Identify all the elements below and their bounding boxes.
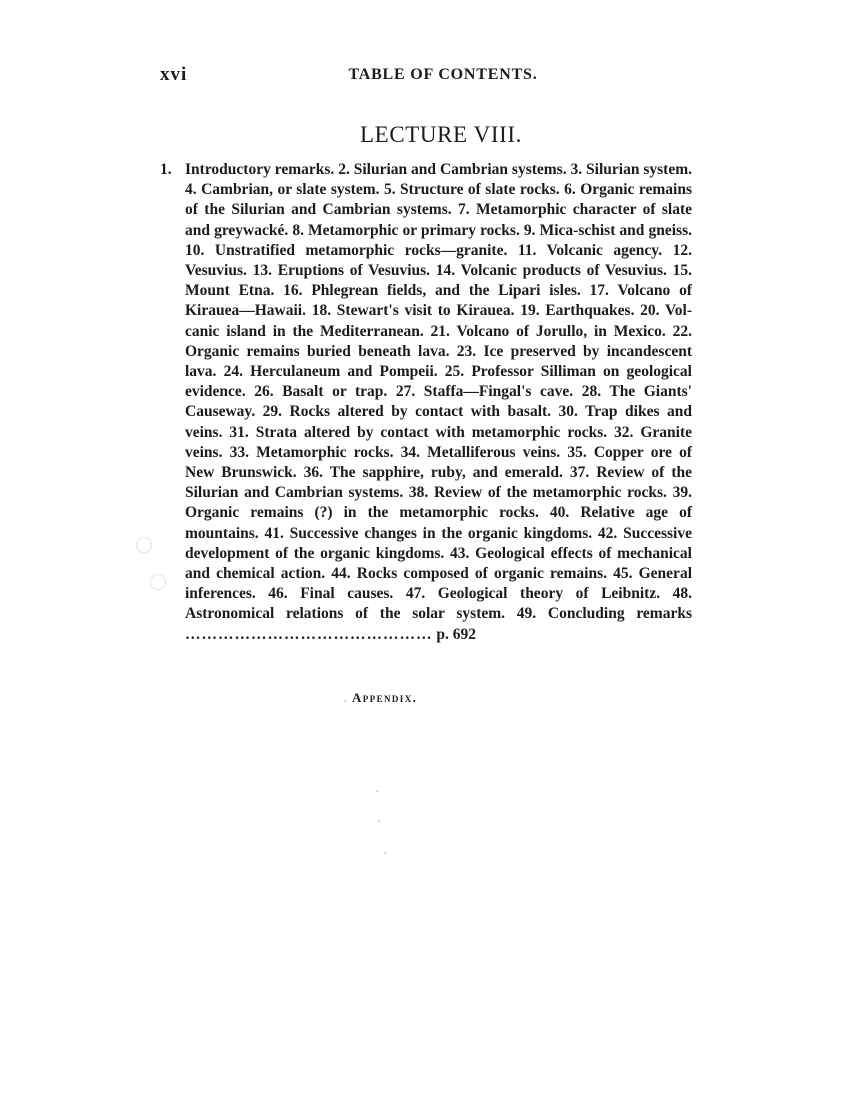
contents-text: Introductory remarks. 2. Silurian and Cambrian systems. 3. Silurian system. 4. Cambrian, or slate system. 5. Structure of slate rocks. 6. Organic remains of the Silurian and Cambrian systems. 7. Metamorphic character of slate and greywacké. 8. Metamorphic or primary rocks. 9. Mica-schist and gneiss. 10. Unstratified metamorphic rocks—granite. 11. Volcanic agency. 12. Vesuvius. 13. Eruptions of Vesuvius. 14. Volcanic products of Vesuvius. 15. Mount Etna. 16. Phlegrean fields, and the Lipari isles. 17. Volcano of Kirauea—Hawaii. 18. Stewart's visit to Kirauea. 19. Earthquakes. 20. Volcanic island in the Mediterranean. 21. Volcano of Jorullo, in Mexico. 22. Organic remains buried beneath lava. 23. Ice preserved by incandescent lava. 24. Herculaneum and Pompeii. 25. Professor Silliman on geological evidence. 26. Basalt or trap. 27. Staffa—Fingal's cave. 28. The Giants' Causeway. 29. Rocks altered by contact with basalt. 30. Trap dikes and veins. 31. Strata altered by contact with metamorphic rocks. 32. Granite veins. 33. Metamorphic rocks. 34. Metalliferous veins. 35. Copper ore of New Brunswick. 36. The sapphire, ruby, and emerald. 37. Review of the Silurian and Cambrian systems. 38. Review of the metamorphic rocks. 39. Organic remains (?) in the metamorphic rocks. 40. Relative age of mountains. 41. Successive changes in the organic kingdoms. 42. Successive development of the organic kingdoms. 43. Geological effects of mechanical and chemical action. 44. Rocks composed of organic remains. 45. General inferences. 46. Final causes. 47. Geological theory of Leibnitz. 48. Astronomical relations of the solar system. 49. Concluding remarks [185,161,692,623]
running-head [160,64,696,88]
paper-speck [344,700,346,702]
paper-blemish [136,537,152,553]
appendix-heading: Appendix. [352,690,418,705]
paper-speck [376,790,378,792]
running-title: TABLE OF CONTENTS. [348,66,538,83]
entry-number: 1. [160,161,172,178]
leader-dots: ……………………………………… [185,625,433,643]
paper-speck [384,852,386,854]
lecture-heading: LECTURE VIII. [360,122,522,147]
paper-blemish [150,574,166,590]
contents-paragraph [185,160,692,645]
paper-speck [378,820,380,822]
page-folio: xvi [160,64,188,85]
lecture-contents [160,160,692,645]
page-reference: p. 692 [436,625,476,643]
